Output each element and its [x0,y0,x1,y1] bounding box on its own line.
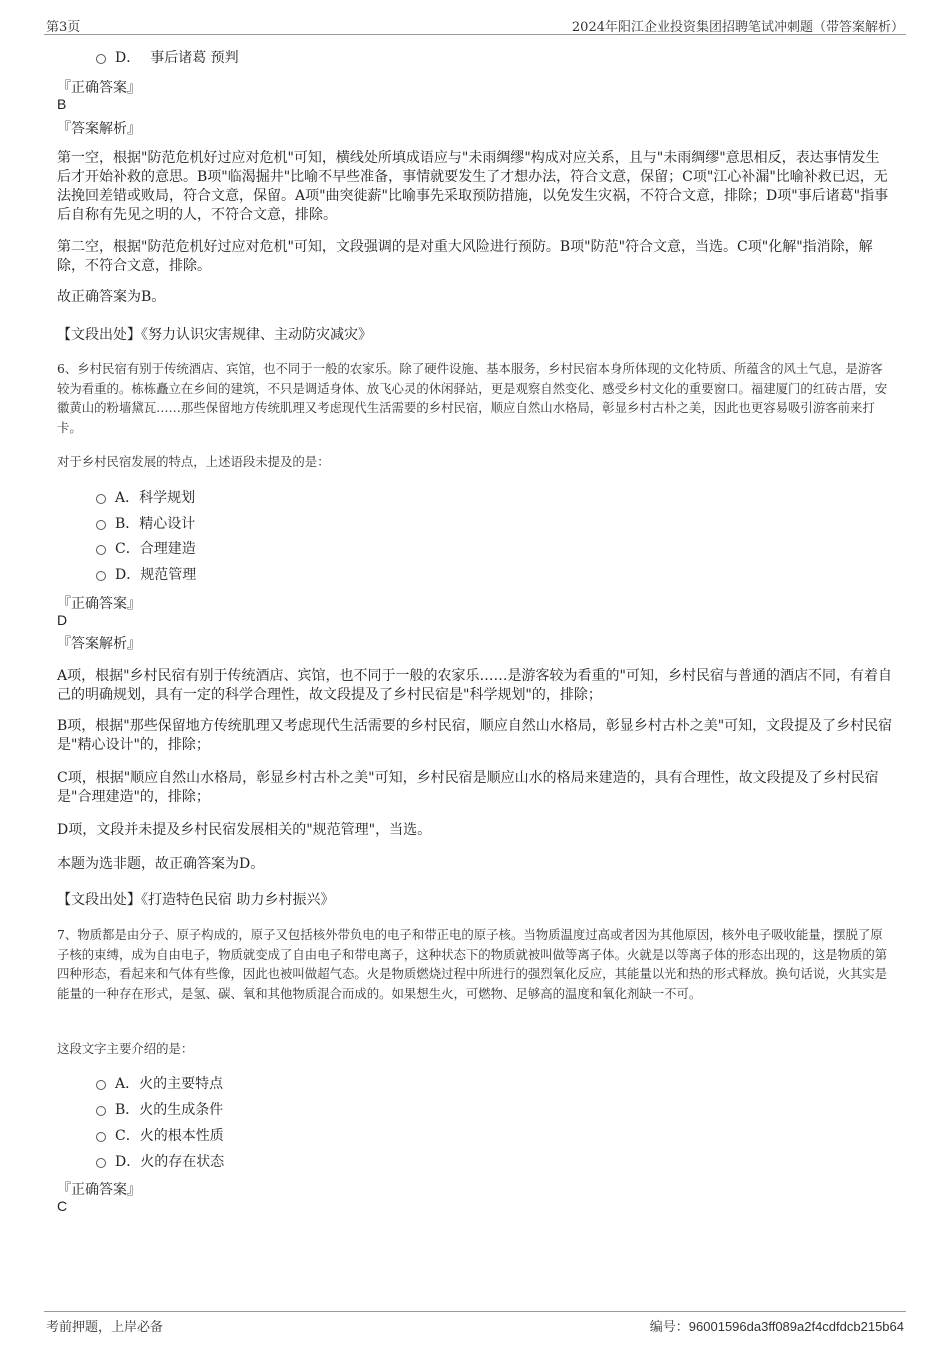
radio-icon[interactable] [96,1106,106,1116]
radio-icon[interactable] [96,520,106,530]
option-text: 火的存在状态 [140,1154,225,1170]
q6-option-d[interactable] [96,564,196,584]
option-text: 事后诸葛 预判 [150,50,239,66]
q7-option-a[interactable] [96,1073,223,1093]
document-title: 2024年阳江企业投资集团招聘笔试冲刺题（带答案解析） [571,20,904,35]
option-text: 科学规划 [139,490,196,506]
q6-answer: D [57,612,68,628]
q7-prompt: 这段文字主要介绍的是： [57,1041,194,1056]
radio-icon[interactable] [96,571,106,581]
analysis-label: 『答案解析』 [57,121,141,137]
option-text: 火的主要特点 [139,1076,224,1092]
page-header [44,14,906,35]
q6-conclusion: 本题为选非题，故正确答案为D。 [57,856,265,872]
q5-conclusion: 故正确答案为B。 [57,289,166,305]
q6-analysis-c: C项，根据"顺应自然山水格局，彰显乡村古朴之美"可知，乡村民宿是顺应山水的格局来建造的，具有合理性，故文段提及了乡村民宿是"合理建造"的，排除； [57,770,879,805]
correct-answer-label: 『正确答案』 [57,80,141,96]
option-letter: B． [115,1102,140,1118]
radio-icon[interactable] [96,494,106,504]
radio-icon[interactable] [96,1132,106,1142]
radio-icon[interactable] [96,1158,106,1168]
option-letter: A． [115,1076,140,1092]
option-letter: C． [115,541,140,557]
q5-source: 【文段出处】《努力认识灾害规律、主动防灾减灾》 [57,327,372,343]
q7-option-b[interactable] [96,1099,223,1119]
q6-source: 【文段出处】《打造特色民宿 助力乡村振兴》 [57,892,335,908]
option-text: 规范管理 [140,567,197,583]
q7-answer: C [57,1198,68,1214]
q5-analysis-para2: 第二空，根据"防范危机好过应对危机"可知，文段强调的是对重大风险进行预防。B项"防范"符合文意，当选。C项"化解"指消除，解除，不符合文意，排除。 [57,239,873,274]
q6-option-a[interactable] [96,487,195,507]
option-letter: C． [115,1128,140,1144]
q5-option-d[interactable] [96,47,239,67]
option-letter: A． [115,490,140,506]
q6-prompt: 对于乡村民宿发展的特点，上述语段未提及的是： [57,454,330,469]
q5-answer: B [57,96,67,112]
page-footer [44,1311,906,1334]
q6-stem: 6、乡村民宿有别于传统酒店、宾馆，也不同于一般的农家乐。除了硬件设施、基本服务，乡村民宿本身所体现的文化特质、所蕴含的风土气息，是游客较为看重的。栋栋矗立在乡间的建筑，不只是调适身体、放飞心灵的休闲驿站，更是观察自然变化、感受乡村文化的重要窗口。福建厦门的红砖古厝，安徽黄山的粉墙黛瓦……那些保留地方传统肌理又考虑现代生活需要的乡村民宿，顺应自然山水格局，彰显乡村古朴之美，因此也更容易吸引游客前来打卡。 [57,361,888,435]
footer-slogan: 考前押题，上岸必备 [46,1320,164,1335]
q6-option-b[interactable] [96,513,195,533]
option-letter: D． [115,567,141,583]
option-text: 火的生成条件 [139,1102,224,1118]
q7-option-c[interactable] [96,1125,224,1145]
document-id: 编号：96001596da3ff089a2f4cdfdcb215b64 [649,1319,904,1334]
option-letter: B． [115,516,140,532]
option-text: 合理建造 [139,541,196,557]
correct-answer-label: 『正确答案』 [57,1182,141,1198]
radio-icon[interactable] [96,54,106,64]
radio-icon[interactable] [96,545,106,555]
q7-option-d[interactable] [96,1151,224,1171]
radio-icon[interactable] [96,1080,106,1090]
option-letter: D． [115,1154,141,1170]
analysis-label: 『答案解析』 [57,636,141,652]
q6-option-c[interactable] [96,538,196,558]
page-number: 第3页 [46,20,81,35]
option-text: 精心设计 [139,516,196,532]
option-letter: D． [115,50,141,66]
option-text: 火的根本性质 [139,1128,224,1144]
q6-analysis-b: B项，根据"那些保留地方传统肌理又考虑现代生活需要的乡村民宿，顺应自然山水格局，彰显乡村古朴之美"可知，文段提及了乡村民宿是"精心设计"的，排除； [57,718,893,753]
correct-answer-label: 『正确答案』 [57,596,141,612]
q6-analysis-d: D项，文段并未提及乡村民宿发展相关的"规范管理"，当选。 [57,822,432,838]
q5-analysis-para1: 第一空，根据"防范危机好过应对危机"可知，横线处所填成语应与"未雨绸缪"构成对应关系，且与"未雨绸缪"意思相反，表达事情发生后才开始补救的意思。B项"临渴掘井"比喻不早些准备，事情就要发生了才想办法，符合文意，保留；C项"江心补漏"比喻补救已迟，无法挽回差错或败局，符合文意，保留。A项"曲突徙薪"比喻事先采取预防措施，以免发生灾祸，不符合文意，排除；D项"事后诸葛"指事后自称有先见之明的人，不符合文意，排除。 [57,150,889,223]
q6-analysis-a: A项，根据"乡村民宿有别于传统酒店、宾馆，也不同于一般的农家乐……是游客较为看重的"可知，乡村民宿与普通的酒店不同，有着自己的明确规划，具有一定的科学合理性，故文段提及了乡村民宿是"科学规划"的，排除； [57,668,892,703]
q7-stem: 7、物质都是由分子、原子构成的，原子又包括核外带负电的电子和带正电的原子核。当物质温度过高或者因为其他原因，核外电子吸收能量，摆脱了原子核的束缚，成为自由电子，物质就变成了自由电子和带电离子，这种状态下的物质就被叫做等离子体。火就是以等离子体的形态出现的，这是物质的第四种形态，看起来和气体有些像，因此也被叫做超气态。火是物质燃烧过程中所进行的强烈氧化反应，其能量以光和热的形式释放。换句话说，火其实是能量的一种存在形式，是氢、碳、氧和其他物质混合而成的。如果想生火，可燃物、足够高的温度和氧化剂缺一不可。 [57,927,888,1001]
